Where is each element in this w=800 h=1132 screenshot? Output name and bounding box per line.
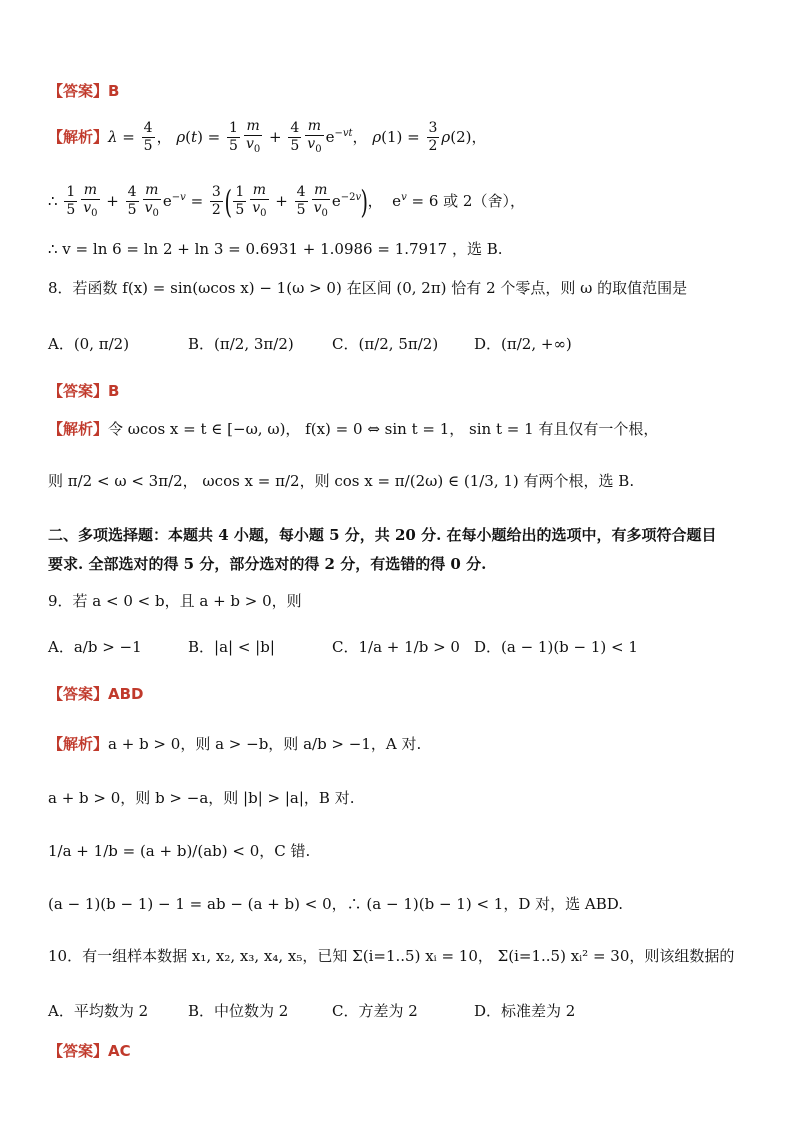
q8-option-b: B．(π/2, 3π/2): [188, 335, 294, 353]
q8-analysis-line1: [48, 418, 658, 440]
analysis-tag: 【解析】: [48, 735, 109, 753]
answer-tag: 【答案】: [48, 685, 109, 703]
analysis-tag: 【解析】: [48, 420, 109, 438]
answer-tag: 【答案】: [48, 1042, 109, 1060]
answer-value: AC: [108, 1042, 131, 1060]
analysis-text: a + b > 0，则 a > −b，则 a/b > −1，A 对.: [108, 735, 422, 753]
q10-option-c: C．方差为 2: [332, 1002, 418, 1020]
q9-stem: 9．若 a < 0 < b，且 a + b > 0，则: [48, 592, 302, 610]
q9-option-b: B．|a| < |b|: [188, 638, 275, 656]
q7-answer: [48, 80, 119, 102]
q10-option-d: D．标准差为 2: [474, 1002, 576, 1020]
q8-option-d: D．(π/2, +∞): [474, 335, 572, 353]
q10-option-b: B．中位数为 2: [188, 1002, 289, 1020]
analysis-tag: 【解析】: [48, 127, 109, 146]
q9-analysis-line3: 1/a + 1/b = (a + b)/(ab) < 0，C 错.: [48, 842, 311, 860]
q8-answer: [48, 380, 119, 402]
q7-analysis-line3: ∴ v = ln 6 = ln 2 + ln 3 = 0.6931 + 1.0986 = 1.7917 ，选 B.: [48, 240, 503, 258]
answer-value: B: [108, 82, 120, 100]
q9-analysis-line2: a + b > 0，则 b > −a，则 |b| > |a|，B 对.: [48, 789, 355, 807]
q7-analysis-line2: ∴ $\frac{1}{5}$ $\frac{m}{v_0}$ + $\frac{4}{5}$ $\frac{m}{v_0}$ $e^{-v}$ = $\frac{3}{2}$ ( $\frac{1}{5}$ $\frac{m}{v_0}$ + $\frac{4}{5}$ $\frac{m}{v_0}$ $e^{-2v}$)， $e^v = 6$ 或 2（舍），: [48, 182, 525, 221]
q10-answer: [48, 1040, 131, 1062]
answer-tag: 【答案】: [48, 382, 109, 400]
q9-option-c: C．1/a + 1/b > 0: [332, 638, 460, 656]
answer-value: B: [108, 382, 120, 400]
q9-option-a: A．a/b > −1: [48, 638, 142, 656]
q9-option-d: D．(a − 1)(b − 1) < 1: [474, 638, 638, 656]
section2-line1: 二、多项选择题：本题共 4 小题，每小题 5 分，共 20 分. 在每小题给出的选项中，有多项符合题目: [48, 526, 717, 544]
answer-tag: 【答案】: [48, 82, 109, 100]
q7-analysis-line1: 【解析】λ = $\frac{4}{5}$ ， ρ(t) = $\frac{1}{5}$ $\frac{m}{v_0}$ + $\frac{4}{5}$ $\frac{m}{v_0}$ $e^{-vt}$， ρ(1) = $\frac{3}{2}$ ρ(2)，: [48, 118, 487, 155]
q9-answer: [48, 683, 144, 705]
q8-stem: 8．若函数 f(x) = sin(ωcos x) − 1(ω > 0) 在区间 (0, 2π) 恰有 2 个零点，则 ω 的取值范围是: [48, 279, 688, 297]
analysis-text: 令 ωcos x = t ∈ [−ω, ω)， f(x) = 0 ⇔ sin t = 1， sin t = 1 有且仅有一个根，: [108, 420, 659, 438]
q10-option-a: A．平均数为 2: [48, 1002, 149, 1020]
q8-analysis-line2: 则 π/2 < ω < 3π/2， ωcos x = π/2，则 cos x = π/(2ω) ∈ (1/3, 1) 有两个根，选 B.: [48, 472, 635, 490]
q9-analysis-line1: [48, 733, 421, 755]
section2-line2: 要求. 全部选对的得 5 分，部分选对的得 2 分，有选错的得 0 分.: [48, 555, 487, 573]
q8-option-c: C．(π/2, 5π/2): [332, 335, 439, 353]
q10-stem: 10．有一组样本数据 x₁, x₂, x₃, x₄, x₅，已知 Σ(i=1..5) xᵢ = 10， Σ(i=1..5) xᵢ² = 30，则该组数据的: [48, 947, 735, 965]
answer-value: ABD: [108, 685, 144, 703]
q8-option-a: A．(0, π/2): [48, 335, 130, 353]
q9-analysis-line4: (a − 1)(b − 1) − 1 = ab − (a + b) < 0，∴ (a − 1)(b − 1) < 1，D 对，选 ABD.: [48, 895, 623, 913]
